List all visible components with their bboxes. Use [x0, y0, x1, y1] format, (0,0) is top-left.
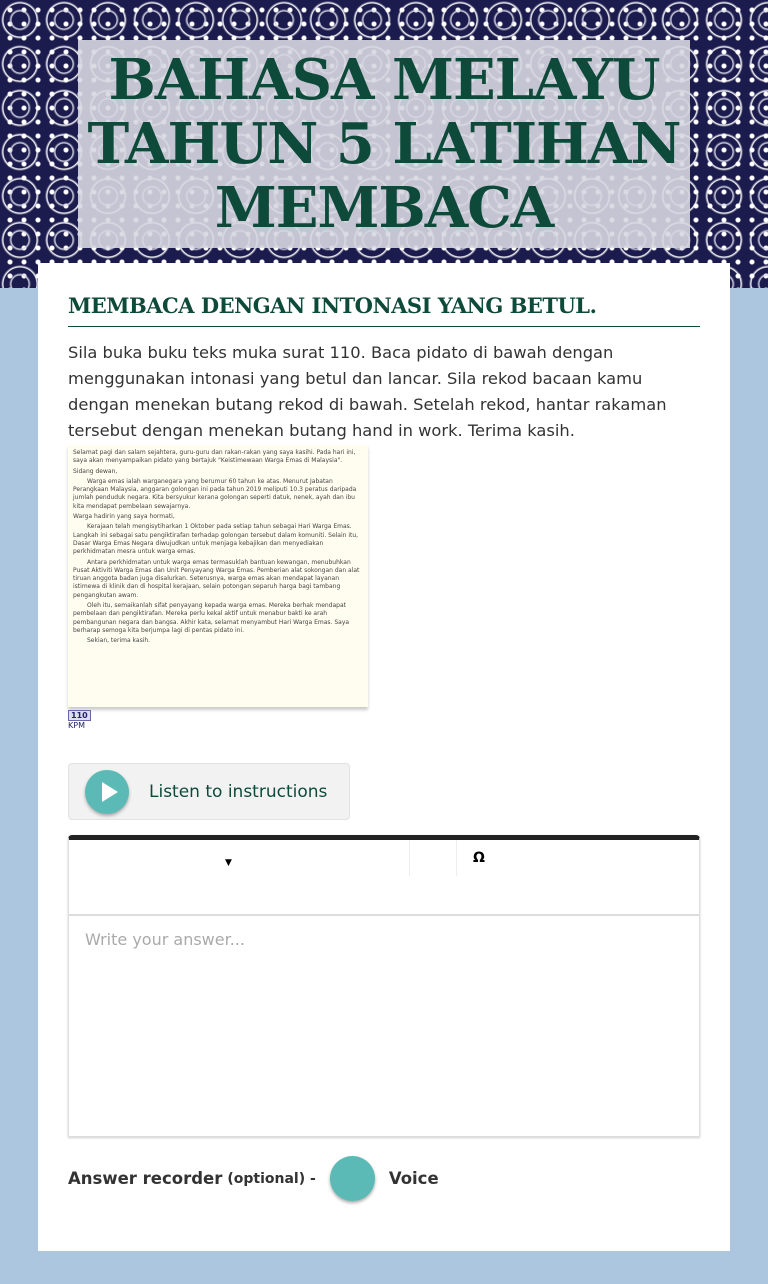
- speech-paragraph: Sekian, terima kasih.: [87, 637, 151, 645]
- toolbar-divider: [409, 840, 410, 876]
- speech-text-image: [68, 445, 368, 707]
- record-voice-button[interactable]: [330, 1156, 375, 1201]
- header-banner: [0, 0, 768, 288]
- page-title: BAHASA MELAYU TAHUN 5 LATIHAN MEMBACA: [87, 47, 681, 241]
- speech-paragraph: Sidang dewan,: [73, 467, 118, 475]
- recorder-optional: (optional) -: [227, 1170, 316, 1187]
- title-box: [78, 40, 690, 248]
- recorder-label: Answer recorder: [68, 1169, 223, 1188]
- speech-paragraph: Warga hadirin yang saya hormati,: [73, 513, 175, 521]
- speech-paragraph: Antara perkhidmatan untuk warga emas termasuklah bantuan kewangan, menubuhkan Pusat Aktiviti Warga Emas dan Unit Penyayang Warga Emas. Pemberian alat sokongan dan alat tiruan anggota badan juga disalurkan. Seterusnya, warga emas akan mendapat layanan istimewa di klinik dan di hospital kerajaan, selain potongan separuh harga bagi tambang pengangkutan awam.: [73, 558, 360, 599]
- page-number: 110: [68, 710, 91, 721]
- format-dropdown-caret-icon[interactable]: ▼: [225, 858, 232, 868]
- listen-instructions-button[interactable]: [68, 763, 350, 820]
- instructions-text: Sila buka buku teks muka surat 110. Baca pidato di bawah dengan menggunakan intonasi yang betul dan lancar. Sila rekod bacaan kamu dengan menekan butang rekod di bawah. Setelah rekod, hantar rakaman tersebut dengan menekan butang hand in work. Terima kasih.: [68, 343, 667, 440]
- page-label: KPM: [68, 721, 85, 730]
- speech-paragraph: Warga emas ialah warganegara yang berumur 60 tahun ke atas. Menurut Jabatan Perangkaan Malaysia, anggaran golongan ini pada tahun 2019 meliputi 10.3 peratus daripada jumlah penduduk negara. Kita bersyukur kerana golongan seperti datuk, nenek, ayah dan ibu kita mendapat pembelaan sewajarnya.: [73, 477, 357, 510]
- voice-label: Voice: [388, 1169, 439, 1188]
- page-number-icon: [68, 710, 91, 730]
- speech-paragraph: Kerajaan telah mengisytiharkan 1 Oktober pada setiap tahun sebagai Hari Warga Emas. Langkah ini sebagai satu pengiktirafan terhadap golongan tersebut dalam komuniti. Selain itu, Dasar Warga Emas Negara diwujudkan untuk menjaga kebajikan dan menyediakan perkhidmatan mesra untuk warga emas.: [73, 523, 359, 556]
- speech-paragraph: Oleh itu, semaikanlah sifat penyayang kepada warga emas. Mereka berhak mendapat pembelaan dan pengiktirafan. Mereka perlu kekal aktif untuk menabur bakti ke arah pembangunan negara dan bangsa. Akhir kata, selamat menyambut Hari Warga Emas. Saya berharap semoga kita berjumpa lagi di pentas pidato ini.: [73, 602, 350, 634]
- section-heading: MEMBACA DENGAN INTONASI YANG BETUL.: [68, 293, 700, 327]
- answer-editor: [68, 835, 700, 1137]
- speech-paragraph: Selamat pagi dan salam sejahtera, guru-guru dan rakan-rakan yang saya kasihi. Pada hari ini, saya akan menyampaikan pidato yang bertajuk "Keistimewaan Warga Emas di Malaysia".: [73, 449, 356, 465]
- editor-toolbar: [69, 840, 699, 916]
- toolbar-divider: [456, 840, 457, 876]
- answer-recorder: [68, 1156, 439, 1201]
- answer-input[interactable]: [69, 916, 699, 1134]
- play-icon: [85, 770, 129, 814]
- listen-label: Listen to instructions: [149, 781, 328, 802]
- special-character-button[interactable]: Ω: [473, 850, 485, 866]
- worksheet-card: [38, 263, 730, 1251]
